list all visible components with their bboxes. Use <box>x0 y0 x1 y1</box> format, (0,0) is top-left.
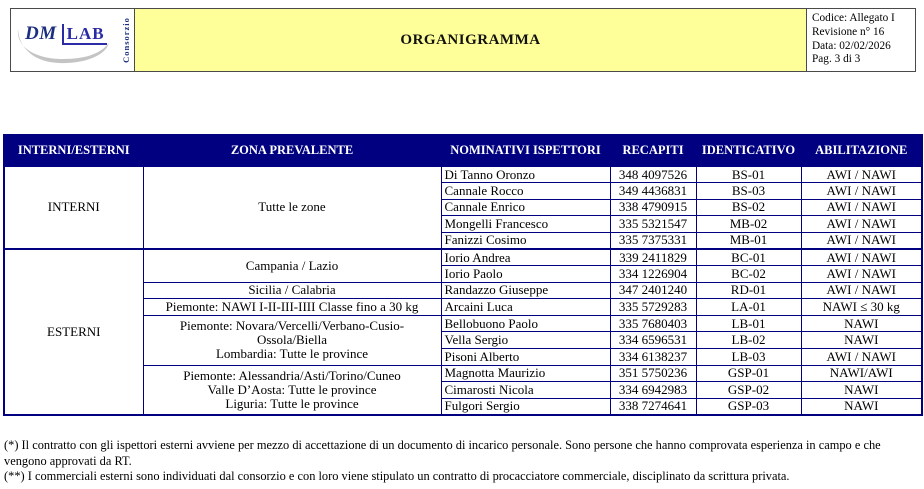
inspector-name-cell: Mongelli Francesco <box>441 216 610 233</box>
phone-cell: 334 1226904 <box>610 266 696 283</box>
inspector-name-cell: Magnotta Maurizio <box>441 365 610 382</box>
ability-cell: AWI / NAWI <box>801 349 922 366</box>
ability-cell: NAWI <box>801 315 922 332</box>
phone-cell: 339 2411829 <box>610 249 696 266</box>
company-logo <box>11 9 135 71</box>
phone-cell: 347 2401240 <box>610 282 696 299</box>
phone-cell: 335 5321547 <box>610 216 696 233</box>
zone-cell: Tutte le zone <box>143 166 441 249</box>
inspector-name-cell: Fulgori Sergio <box>441 398 610 415</box>
group-cell-interni: INTERNI <box>4 166 143 249</box>
identifier-cell: GSP-01 <box>696 365 801 382</box>
phone-cell: 334 6138237 <box>610 349 696 366</box>
identifier-cell: MB-01 <box>696 232 801 249</box>
column-header-recapiti: RECAPITI <box>610 135 696 166</box>
identifier-cell: LB-02 <box>696 332 801 349</box>
document-header <box>10 8 916 72</box>
zone-cell: Sicilia / Calabria <box>143 282 441 299</box>
footnote-1: (*) Il contratto con gli ispettori esterni avviene per mezzo di accettazione di un documento di incarico personale. Sono persone che hanno comprovata esperienza in campo e che vengono approvati da RT. <box>4 438 881 468</box>
phone-cell: 338 4790915 <box>610 199 696 216</box>
doc-info-revisione: Revisione n° 16 <box>812 25 885 38</box>
inspector-name-cell: Cannale Rocco <box>441 183 610 200</box>
zone-cell: Piemonte: Novara/Vercelli/Verbano-Cusio- Ossola/Biella Lombardia: Tutte le province <box>143 315 441 365</box>
inspector-name-cell: Bellobuono Paolo <box>441 315 610 332</box>
inspector-name-cell: Arcaini Luca <box>441 299 610 316</box>
inspector-name-cell: Iorio Paolo <box>441 266 610 283</box>
ability-cell: AWI / NAWI <box>801 166 922 183</box>
doc-info-box <box>807 9 915 71</box>
phone-cell: 335 7680403 <box>610 315 696 332</box>
inspector-name-cell: Cannale Enrico <box>441 199 610 216</box>
title-cell <box>135 9 807 71</box>
logo-wordmark <box>25 23 107 45</box>
column-header-nominativi-ispettori: NOMINATIVI ISPETTORI <box>441 135 610 166</box>
column-header-abilitazione: ABILITAZIONE <box>801 135 922 166</box>
identifier-cell: GSP-03 <box>696 398 801 415</box>
identifier-cell: RD-01 <box>696 282 801 299</box>
logo-consorzio-text: Consorzio <box>121 17 131 63</box>
inspector-name-cell: Cimarosti Nicola <box>441 382 610 399</box>
footnotes <box>4 438 921 485</box>
ability-cell: NAWI <box>801 398 922 415</box>
phone-cell: 335 5729283 <box>610 299 696 316</box>
inspectors-tbody <box>4 166 922 415</box>
ability-cell: NAWI ≤ 30 kg <box>801 299 922 316</box>
identifier-cell: MB-02 <box>696 216 801 233</box>
phone-cell: 334 6596531 <box>610 332 696 349</box>
inspector-name-cell: Pisoni Alberto <box>441 349 610 366</box>
logo-dm-text: DM <box>25 23 57 44</box>
zone-cell: Piemonte: NAWI I-II-III-IIII Classe fino a 30 kg <box>143 299 441 316</box>
identifier-cell: LA-01 <box>696 299 801 316</box>
inspector-name-cell: Randazzo Giuseppe <box>441 282 610 299</box>
doc-info-data: Data: 02/02/2026 <box>812 39 891 52</box>
column-header-interni-esterni: INTERNI/ESTERNI <box>4 135 143 166</box>
phone-cell: 348 4097526 <box>610 166 696 183</box>
inspector-row <box>4 249 922 266</box>
ability-cell: AWI / NAWI <box>801 183 922 200</box>
ability-cell: NAWI <box>801 332 922 349</box>
identifier-cell: GSP-02 <box>696 382 801 399</box>
identifier-cell: BC-01 <box>696 249 801 266</box>
ability-cell: AWI / NAWI <box>801 232 922 249</box>
ability-cell: NAWI/AWI <box>801 365 922 382</box>
doc-info-codice: Codice: Allegato I <box>812 12 895 24</box>
inspectors-table <box>3 134 923 416</box>
phone-cell: 338 7274641 <box>610 398 696 415</box>
phone-cell: 349 4436831 <box>610 183 696 200</box>
group-cell-esterni: ESTERNI <box>4 249 143 415</box>
doc-info-pagina: Pag. 3 di 3 <box>812 53 861 66</box>
phone-cell: 334 6942983 <box>610 382 696 399</box>
inspector-row <box>4 166 922 183</box>
logo-lab-text: LAB <box>62 24 107 45</box>
identifier-cell: BS-03 <box>696 183 801 200</box>
column-header-zona-prevalente: ZONA PREVALENTE <box>143 135 441 166</box>
inspector-name-cell: Fanizzi Cosimo <box>441 232 610 249</box>
inspector-name-cell: Iorio Andrea <box>441 249 610 266</box>
page-title: ORGANIGRAMMA <box>400 31 541 48</box>
column-header-identicativo: IDENTICATIVO <box>696 135 801 166</box>
ability-cell: AWI / NAWI <box>801 249 922 266</box>
phone-cell: 335 7375331 <box>610 232 696 249</box>
ability-cell: AWI / NAWI <box>801 216 922 233</box>
ability-cell: AWI / NAWI <box>801 282 922 299</box>
ability-cell: AWI / NAWI <box>801 199 922 216</box>
identifier-cell: BC-02 <box>696 266 801 283</box>
table-header-row <box>4 135 922 166</box>
zone-cell: Campania / Lazio <box>143 249 441 282</box>
identifier-cell: BS-02 <box>696 199 801 216</box>
ability-cell: NAWI <box>801 382 922 399</box>
footnote-2: (**) I commerciali esterni sono individuati dal consorzio e con loro viene stipulato un contratto di procacciatore commerciale, disciplinato da scrittura privata. <box>4 469 790 484</box>
identifier-cell: BS-01 <box>696 166 801 183</box>
phone-cell: 351 5750236 <box>610 365 696 382</box>
zone-cell: Piemonte: Alessandria/Asti/Torino/Cuneo Valle D’Aosta: Tutte le province Liguria: Tutte le province <box>143 365 441 415</box>
identifier-cell: LB-01 <box>696 315 801 332</box>
inspector-name-cell: Di Tanno Oronzo <box>441 166 610 183</box>
inspector-name-cell: Vella Sergio <box>441 332 610 349</box>
identifier-cell: LB-03 <box>696 349 801 366</box>
ability-cell: AWI / NAWI <box>801 266 922 283</box>
